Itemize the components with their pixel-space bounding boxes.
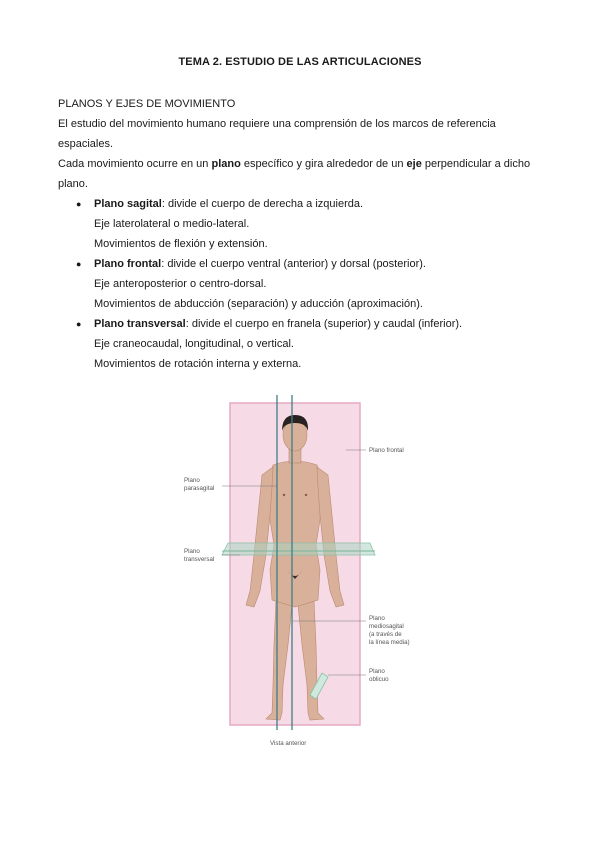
label-mediosagital: la línea media) (369, 639, 410, 646)
intro-keyword-eje: eje (406, 158, 422, 170)
plane-sagital-movements: Movimientos de flexión y extensión. (94, 238, 268, 250)
label-mediosagital: (a través de (369, 631, 402, 638)
plane-description: : divide el cuerpo de derecha a izquierda. (161, 198, 364, 210)
plane-transversal-axis: Eje craneocaudal, longitudinal, o vertical. (94, 338, 294, 350)
bullet-icon: ● (76, 199, 82, 209)
intro-line-1: El estudio del movimiento humano requiere una comprensión de los marcos de referencia (58, 118, 496, 130)
bullet-icon: ● (76, 259, 82, 269)
label-parasagital: Plano (184, 477, 200, 484)
plane-name: Plano transversal (94, 318, 186, 330)
plane-name: Plano sagital (94, 198, 162, 210)
label-oblicuo: oblicuo (369, 676, 389, 683)
label-mediosagital: mediosagital (369, 623, 404, 630)
label-transversal: Plano (184, 548, 200, 555)
plane-transversal-title (94, 314, 462, 334)
body-detail (283, 494, 285, 496)
plane-frontal-axis: Eje anteroposterior o centro-dorsal. (94, 278, 267, 290)
plane-sagital-axis: Eje laterolateral o medio-lateral. (94, 218, 250, 230)
plane-transversal-movements: Movimientos de rotación interna y externa. (94, 358, 302, 370)
plane-frontal-title (94, 254, 426, 274)
body-detail (305, 494, 307, 496)
intro-text: Cada movimiento ocurre en un (58, 158, 212, 170)
anatomical-planes-figure (170, 395, 430, 755)
intro-keyword-plano: plano (211, 158, 241, 170)
intro-line-2: espaciales. (58, 138, 114, 150)
intro-line-4: plano. (58, 178, 88, 190)
label-parasagital: parasagital (184, 485, 215, 492)
intro-text: perpendicular a dicho (421, 158, 531, 170)
plane-description: : divide el cuerpo en franela (superior) y caudal (inferior). (185, 318, 463, 330)
intro-text: específico y gira alrededor de un (240, 158, 407, 170)
page-title: TEMA 2. ESTUDIO DE LAS ARTICULACIONES (178, 56, 422, 68)
figure-caption: Vista anterior (270, 740, 307, 747)
label-transversal: transversal (184, 556, 215, 563)
plane-name: Plano frontal (94, 258, 162, 270)
plane-description: : divide el cuerpo ventral (anterior) y dorsal (posterior). (161, 258, 426, 270)
intro-line-3 (58, 154, 530, 174)
label-oblicuo: Plano (369, 668, 385, 675)
bullet-icon: ● (76, 319, 82, 329)
plane-sagital-title (94, 194, 363, 214)
transverse-plane (222, 543, 375, 555)
plane-frontal-movements: Movimientos de abducción (separación) y aducción (aproximación). (94, 298, 423, 310)
label-mediosagital: Plano (369, 615, 385, 622)
section-heading: PLANOS Y EJES DE MOVIMIENTO (58, 98, 236, 110)
label-plano-frontal: Plano frontal (369, 447, 404, 454)
